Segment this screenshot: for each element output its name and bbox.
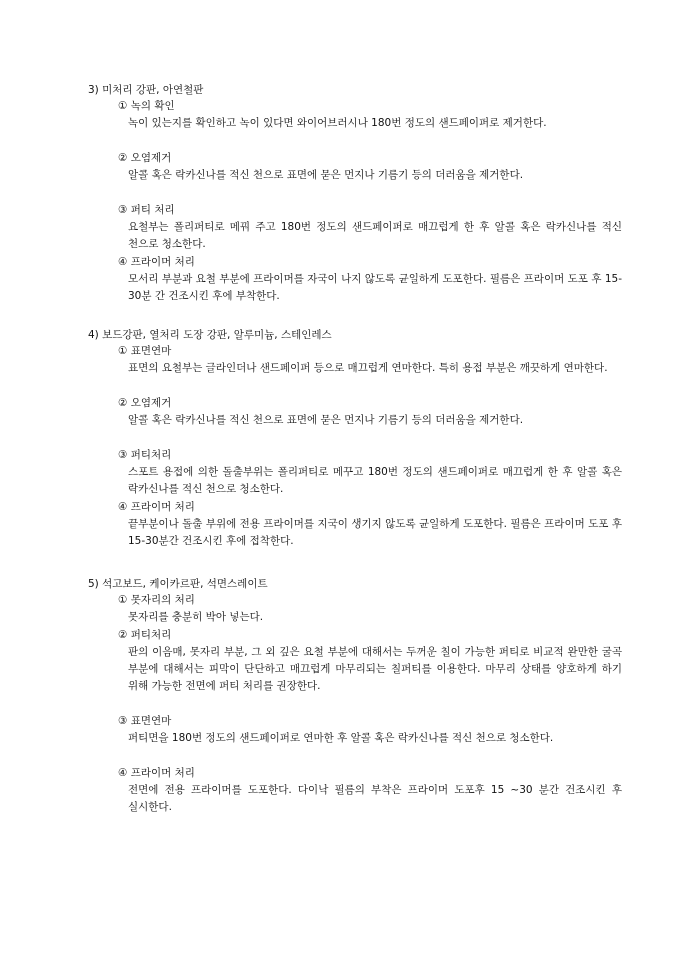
section-title: 3) 미처리 강판, 아연철판	[88, 84, 204, 96]
step-body: 녹이 있는지를 확인하고 녹이 있다면 와이어브러시나 180번 정도의 샌드페이퍼로 제거한다.	[128, 117, 547, 129]
step-title: ① 녹의 확인	[118, 100, 175, 112]
step-title: ② 오염제거	[118, 152, 172, 164]
step-title: ③ 퍼티 처리	[118, 204, 175, 216]
step-body: 요철부는 폴리퍼티로 메꿔 주고 180번 정도의 샌드페이퍼로 매끄럽게 한 후 알콜 혹은 락카신나를 적신 천으로 청소한다.	[128, 221, 622, 251]
step-title: ① 표면연마	[118, 345, 172, 357]
step-title: ① 못자리의 처리	[118, 594, 195, 606]
step-title: ④ 프라이머 처리	[118, 767, 195, 779]
step-title: ④ 프라이머 처리	[118, 256, 195, 268]
step-title: ② 퍼티처리	[118, 629, 172, 641]
step-body: 퍼티면을 180번 정도의 샌드페이퍼로 연마한 후 알콜 혹은 락카신나를 적신 천으로 청소한다.	[128, 732, 554, 744]
step-title: ③ 표면연마	[118, 715, 172, 727]
step-title: ② 오염제거	[118, 397, 172, 409]
step-body: 알콜 혹은 락카신나를 적신 천으로 표면에 묻은 먼지나 기름기 등의 더러움을 제거한다.	[128, 169, 524, 181]
step-body: 끝부분이나 돌출 부위에 전용 프라이머를 지국이 생기지 않도록 균일하게 도포한다. 필름은 프라이머 도포 후 15-30분간 건조시킨 후에 접착한다.	[128, 518, 622, 548]
step-body: 판의 이음매, 못자리 부분, 그 외 깊은 요철 부분에 대해서는 두꺼운 칠이 가능한 퍼티로 비교적 완만한 굴곡 부분에 대해서는 피막이 단단하고 매끄럽게 마무리되는 칠퍼티를 이용한다. 마무리 상태를 양호하게 하기 위해 가능한 전면에 퍼티 처리를 권장한다.	[128, 646, 622, 693]
step-body: 알콜 혹은 락카신나를 적신 천으로 표면에 묻은 먼지나 기름기 등의 더러움을 제거한다.	[128, 414, 524, 426]
step-body: 모서리 부분과 요철 부분에 프라이머를 자국이 나지 않도록 균일하게 도포한다. 필름은 프라이머 도포 후 15-30분 간 건조시킨 후에 부착한다.	[128, 273, 622, 303]
step-body: 전면에 전용 프라이머를 도포한다. 다이낙 필름의 부착은 프라이머 도포후 15 ~30 분간 건조시킨 후 실시한다.	[128, 784, 622, 814]
step-body: 못자리를 충분히 박아 넣는다.	[128, 611, 264, 623]
step-title: ④ 프라이머 처리	[118, 501, 195, 513]
step-body: 표면의 요철부는 글라인더나 샌드페이퍼 등으로 매끄럽게 연마한다. 특히 용접 부분은 깨끗하게 연마한다.	[128, 362, 608, 374]
step-title: ③ 퍼티처리	[118, 449, 172, 461]
section-title: 5) 석고보드, 케이카르판, 석면스레이트	[88, 578, 268, 590]
section-title: 4) 보드강판, 열처리 도장 강판, 알루미늄, 스테인레스	[88, 329, 332, 341]
step-body: 스포트 용접에 의한 돌출부위는 폴리퍼티로 메꾸고 180번 정도의 샌드페이퍼로 매끄럽게 한 후 알콜 혹은 락카신나를 적신 천으로 청소한다.	[128, 466, 622, 496]
